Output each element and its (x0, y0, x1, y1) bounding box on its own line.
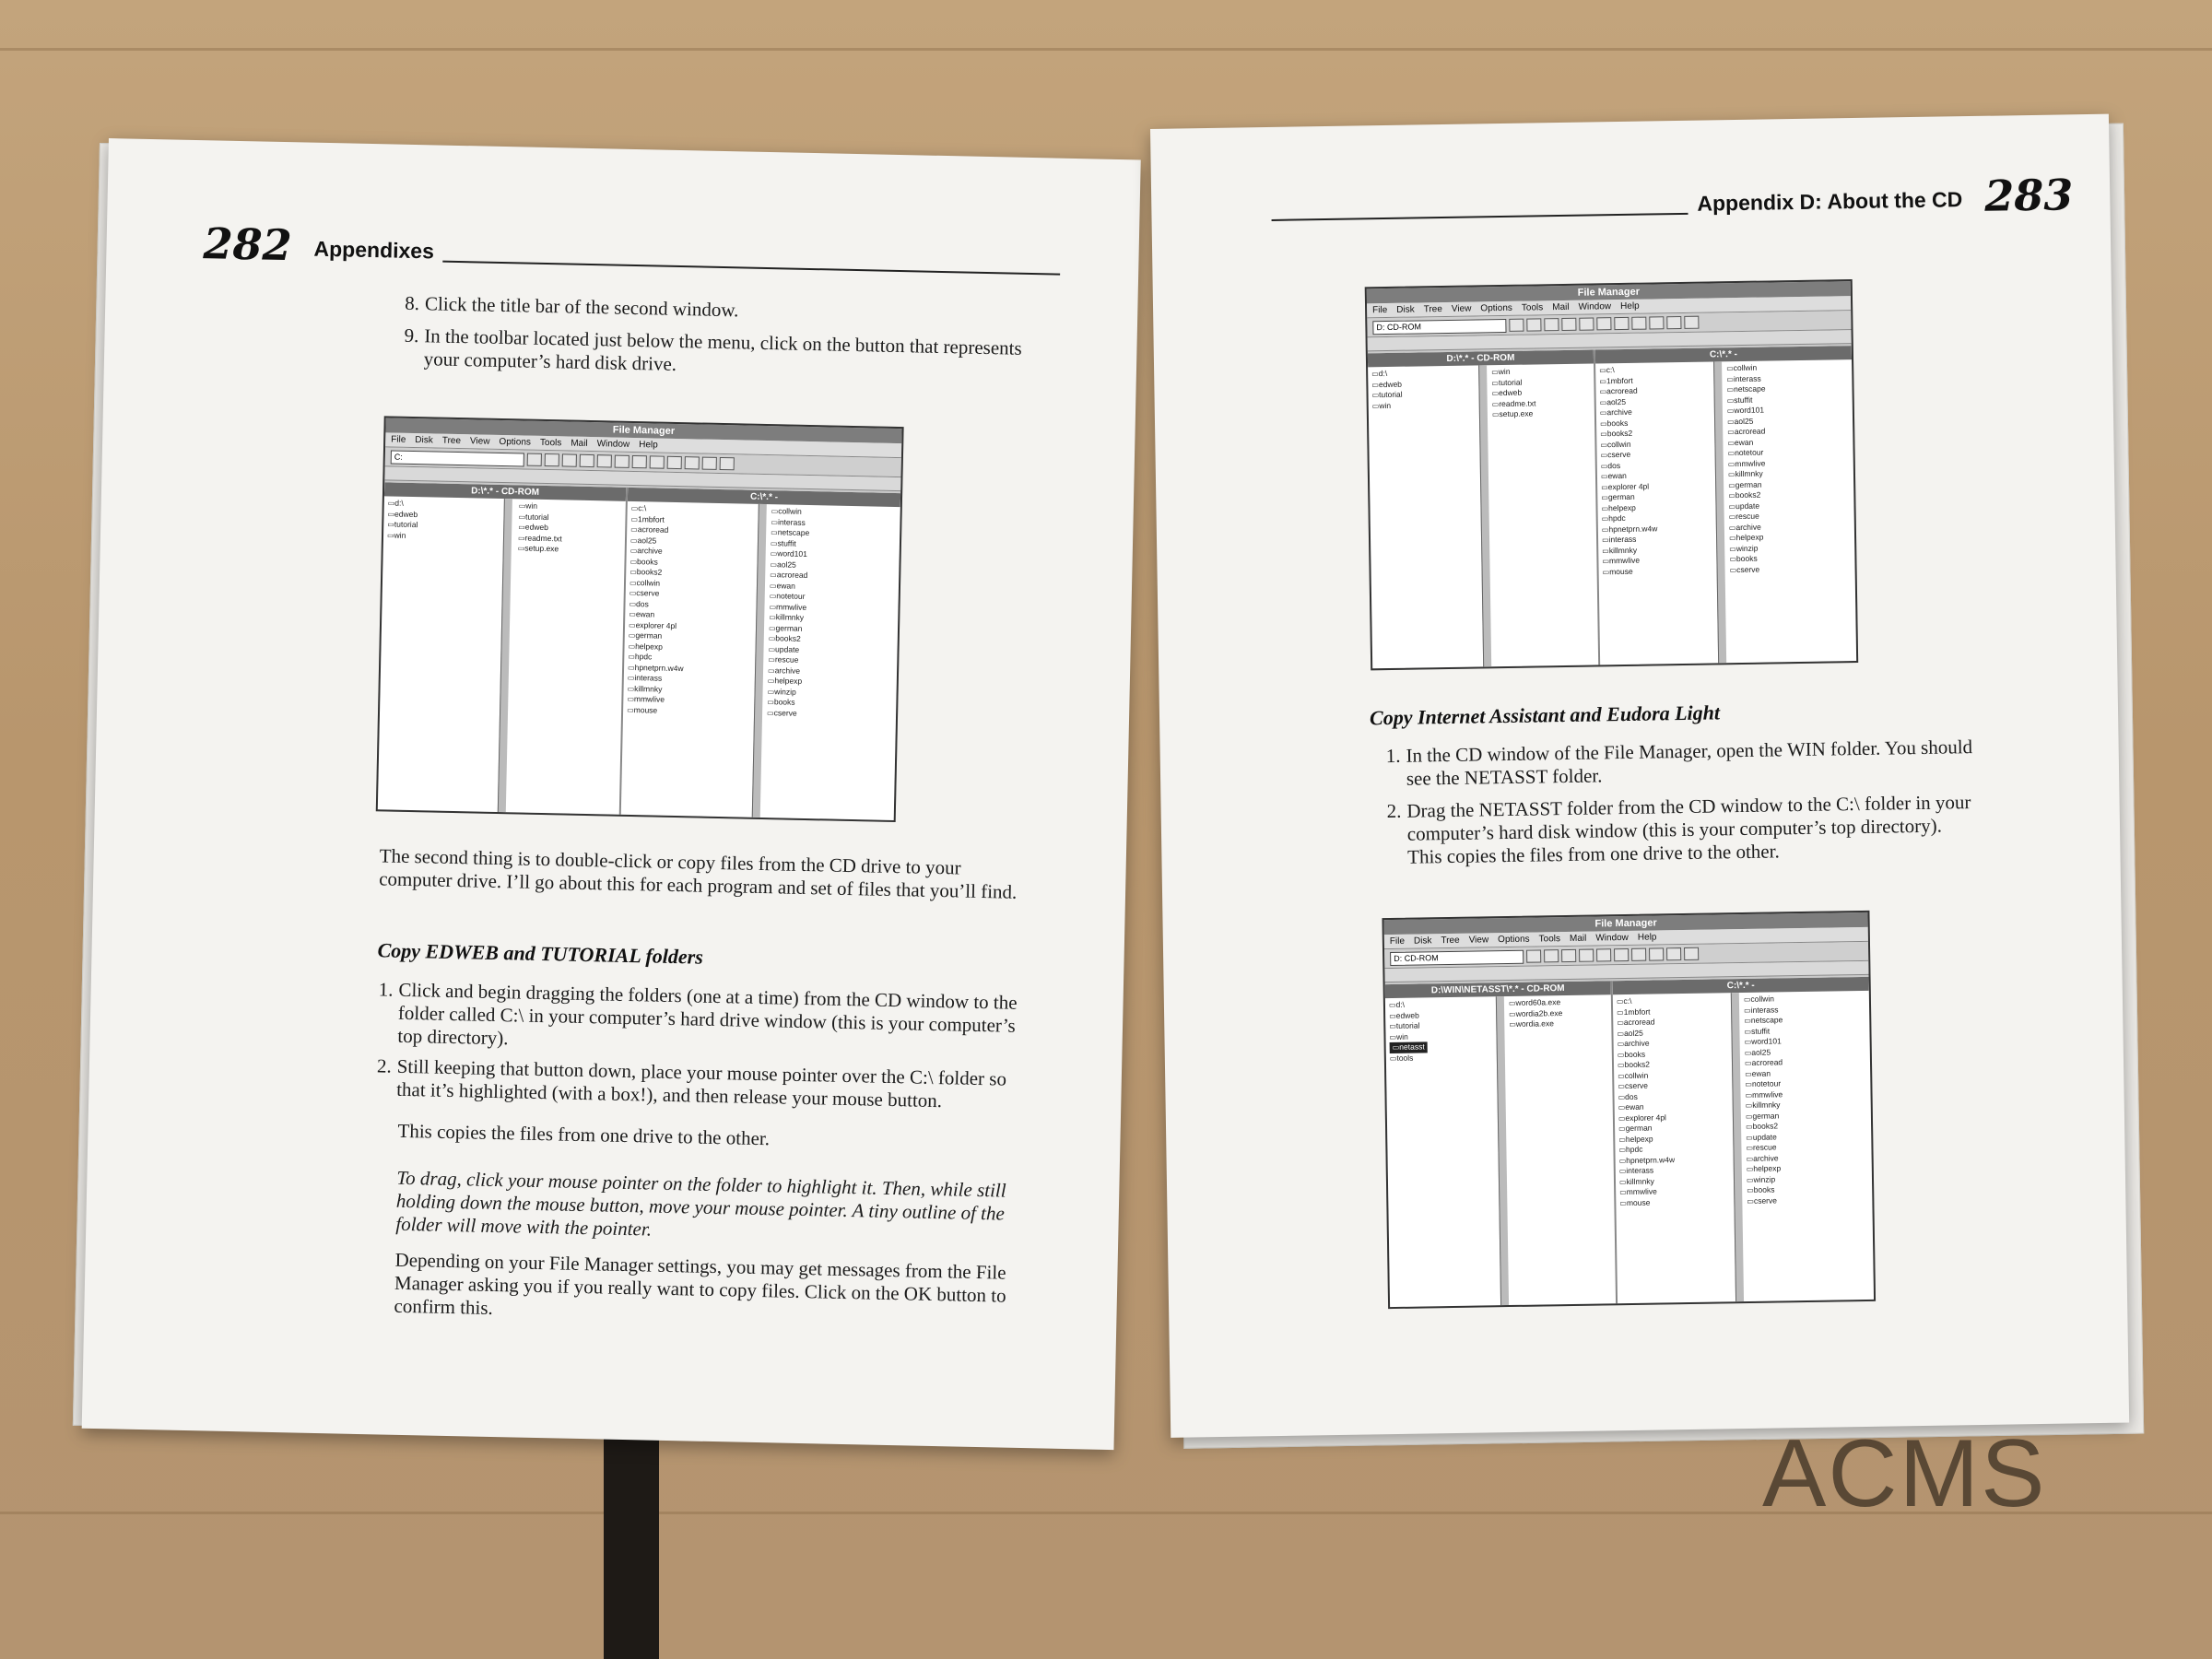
cd-pane: D:\*.* - CD-ROM ▭ d:\ ▭ edweb ▭ tutorial ▭ win ▭ win ▭ tutorial ▭ edweb ▭ readme.txt ▭ setup.exe (378, 482, 626, 814)
drive-box: C: (391, 450, 524, 466)
step-note: This copies the files from one drive to the other. (397, 1119, 771, 1150)
menu-bar: File Disk Tree View Options Tools Mail Window Help (1367, 296, 1851, 318)
file-manager-screenshot-top: File Manager File Disk Tree View Options Tools Mail Window Help D: CD-ROM D:\*.* - CD-ROM ▭ d:\ ▭ edweb ▭ tutorial ▭ win ▭ win ▭ tutorial ▭ edweb ▭ readme.txt ▭ setup.exe C:\*.* - ▭ c:\ ▭ 1mbfort ▭ acroread ▭ aol25 ▭ archive ▭ books ▭ books2 ▭ collwin ▭ cserve ▭ dos ▭ ewan ▭ explorer 4pl ▭ german ▭ helpexp ▭ hpdc ▭ hpnetprn.w4w ▭ interass ▭ killmnky ▭ mmwlive ▭ mouse ▭ collwin ▭ interass ▭ netscape ▭ stuffit ▭ word101 ▭ aol25 ▭ acroread ▭ ewan ▭ notetour ▭ mmwlive ▭ killmnky ▭ german ▭ books2 ▭ update ▭ rescue ▭ archive ▭ helpexp ▭ winzip ▭ books ▭ cserve (1365, 279, 1858, 670)
section-heading: Copy Internet Assistant and Eudora Light (1369, 700, 1721, 730)
steps-top (404, 292, 1032, 383)
running-head-title: Appendix D: About the CD (1697, 187, 1963, 216)
section-heading: Copy EDWEB and TUTORIAL folders (377, 938, 704, 969)
file-manager-screenshot-bottom: File Manager File Disk Tree View Options Tools Mail Window Help D: CD-ROM D:\WIN\NETASST\*.* - CD-ROM ▭ d:\ ▭ edweb ▭ tutorial ▭ win ▭ netasst ▭ tools ▭ word60a.exe ▭ wordia2b.exe ▭ wordia.exe C:\*.* - ▭ c:\ ▭ 1mbfort ▭ acroread ▭ aol25 ▭ archive ▭ books ▭ books2 ▭ collwin ▭ cserve ▭ dos ▭ ewan ▭ explorer 4pl ▭ german ▭ helpexp ▭ hpdc ▭ hpnetprn.w4w ▭ interass ▭ killmnky ▭ mmwlive ▭ mouse ▭ collwin ▭ interass ▭ netscape ▭ stuffit ▭ word101 ▭ aol25 ▭ acroread ▭ ewan ▭ notetour ▭ mmwlive ▭ killmnky ▭ german ▭ books2 ▭ update ▭ rescue ▭ archive ▭ helpexp ▭ winzip ▭ books ▭ cserve (1382, 911, 1876, 1309)
hd-pane: C:\*.* - ▭ c:\ ▭ 1mbfort ▭ acroread ▭ aol25 ▭ archive ▭ books ▭ books2 ▭ collwin ▭ cserve ▭ dos ▭ ewan ▭ explorer 4pl ▭ german ▭ helpexp ▭ hpdc ▭ hpnetprn.w4w ▭ interass ▭ killmnky ▭ mmwlive ▭ mouse ▭ collwin ▭ interass ▭ netscape ▭ stuffit ▭ word101 ▭ aol25 ▭ acroread ▭ ewan ▭ notetour ▭ mmwlive ▭ killmnky ▭ german ▭ books2 ▭ update ▭ rescue ▭ archive ▭ helpexp ▭ winzip ▭ books ▭ cserve (1595, 346, 1856, 665)
step-9: 9. In the toolbar located just below the menu, click on the button that represents your computer’s hard disk drive. (404, 324, 1022, 375)
hd-tree: ▭ c:\ ▭ 1mbfort ▭ acroread ▭ aol25 ▭ archive ▭ books ▭ books2 ▭ collwin ▭ cserve ▭ dos ▭ ewan ▭ explorer 4pl ▭ german ▭ helpexp ▭ hpdc ▭ hpnetprn.w4w ▭ interass ▭ killmnky ▭ mmwlive ▭ mouse (627, 503, 687, 716)
header-rule (443, 261, 1060, 276)
drive-toolbar: D: CD-ROM (1384, 942, 1868, 969)
window-title: File Manager (385, 418, 901, 443)
box-seam (0, 48, 2212, 51)
panes (1368, 346, 1856, 668)
left-running-head (203, 218, 1061, 286)
panes (1385, 977, 1874, 1307)
file-manager-screenshot (376, 416, 904, 822)
step-1: 1. Click and begin dragging the folders (one at a time) from the CD window to the folder called C:\ in your computer’s hard drive window (this is your computer’s top directory). (378, 978, 1018, 1050)
cd-pane: D:\*.* - CD-ROM ▭ d:\ ▭ edweb ▭ tutorial ▭ win ▭ win ▭ tutorial ▭ edweb ▭ readme.txt ▭ setup.exe (1368, 349, 1598, 668)
page-number: 283 (1983, 170, 2074, 221)
cd-files: ▭ win ▭ tutorial ▭ edweb ▭ readme.txt ▭ setup.exe (518, 500, 563, 554)
step-2: 2. Drag the NETASST folder from the CD window to the C:\ folder in your computer’s hard disk window (this is your computer’s top directory). This copies the files from one drive to the other. (1386, 791, 1971, 868)
paragraph-2: Depending on your File Manager settings, you may get messages from the File Manager asking you if you really want to copy files. Click on the OK button to confirm this. (394, 1248, 1006, 1320)
step-1: 1. In the CD window of the File Manager, open the WIN folder. You should see the NETASST folder. (1385, 735, 1973, 790)
steps-list (1386, 735, 1978, 869)
steps-list (371, 978, 1024, 1331)
hd-files: ▭ collwin ▭ interass ▭ netscape ▭ stuffit ▭ word101 ▭ aol25 ▭ acroread ▭ ewan ▭ notetour ▭ mmwlive ▭ killmnky ▭ german ▭ books2 ▭ update ▭ rescue ▭ archive ▭ helpexp ▭ winzip ▭ books ▭ cserve (767, 506, 810, 719)
menu-bar: File Disk Tree View Options Tools Mail Window Help (1384, 927, 1868, 949)
bookmark-ribbon (604, 1438, 659, 1659)
right-running-head (1271, 170, 2074, 232)
italic-note: To drag, click your mouse pointer on the folder to highlight it. Then, while still holding down the mouse button, move your mouse pointer. A tiny outline of the folder will move with the pointer. (395, 1166, 1006, 1241)
step-2: 2. Still keeping that button down, place your mouse pointer over the C:\ folder so that it’s highlighted (with a box!), and then release your mouse button. (376, 1054, 1007, 1112)
cd-tree: ▭ d:\ ▭ edweb ▭ tutorial ▭ win (387, 498, 418, 541)
watermark: ACMS (1762, 1420, 2047, 1527)
panes (378, 482, 900, 820)
right-page (1150, 114, 2129, 1438)
page-number: 282 (203, 218, 293, 271)
running-head-title: Appendixes (313, 236, 435, 264)
step-8: 8. Click the title bar of the second window. (405, 291, 739, 322)
cd-pane: D:\WIN\NETASST\*.* - CD-ROM ▭ d:\ ▭ edweb ▭ tutorial ▭ win ▭ netasst ▭ tools ▭ word60a.exe ▭ wordia2b.exe ▭ wordia.exe (1385, 981, 1616, 1307)
left-page (82, 138, 1141, 1450)
hd-pane: C:\*.* - ▭ c:\ ▭ 1mbfort ▭ acroread ▭ aol25 ▭ archive ▭ books ▭ books2 ▭ collwin ▭ cserve ▭ dos ▭ ewan ▭ explorer 4pl ▭ german ▭ helpexp ▭ hpdc ▭ hpnetprn.w4w ▭ interass ▭ killmnky ▭ mmwlive ▭ mouse ▭ collwin ▭ interass ▭ netscape ▭ stuffit ▭ word101 ▭ aol25 ▭ acroread ▭ ewan ▭ notetour ▭ mmwlive ▭ killmnky ▭ german ▭ books2 ▭ update ▭ rescue ▭ archive ▭ helpexp ▭ winzip ▭ books ▭ cserve (1613, 977, 1874, 1303)
hd-pane: C:\*.* - ▭ c:\ ▭ 1mbfort ▭ acroread ▭ aol25 ▭ archive ▭ books ▭ books2 ▭ collwin ▭ cserve ▭ dos ▭ ewan ▭ explorer 4pl ▭ german ▭ helpexp ▭ hpdc ▭ hpnetprn.w4w ▭ interass ▭ killmnky ▭ mmwlive ▭ mouse ▭ collwin ▭ interass ▭ netscape ▭ stuffit ▭ word101 ▭ aol25 ▭ acroread ▭ ewan ▭ notetour ▭ mmwlive ▭ killmnky ▭ german ▭ books2 ▭ update ▭ rescue ▭ archive ▭ helpexp ▭ winzip ▭ books ▭ cserve (621, 488, 900, 820)
drive-toolbar: D: CD-ROM (1367, 311, 1851, 337)
menu-bar: File Disk Tree View Options Tools Mail Window Help (385, 432, 901, 458)
header-rule (1272, 213, 1688, 221)
paragraph-1: The second thing is to double-click or copy files from the CD drive to your computer drive. I’ll go about this for each program and set of files that you’ll find. (378, 844, 1018, 903)
